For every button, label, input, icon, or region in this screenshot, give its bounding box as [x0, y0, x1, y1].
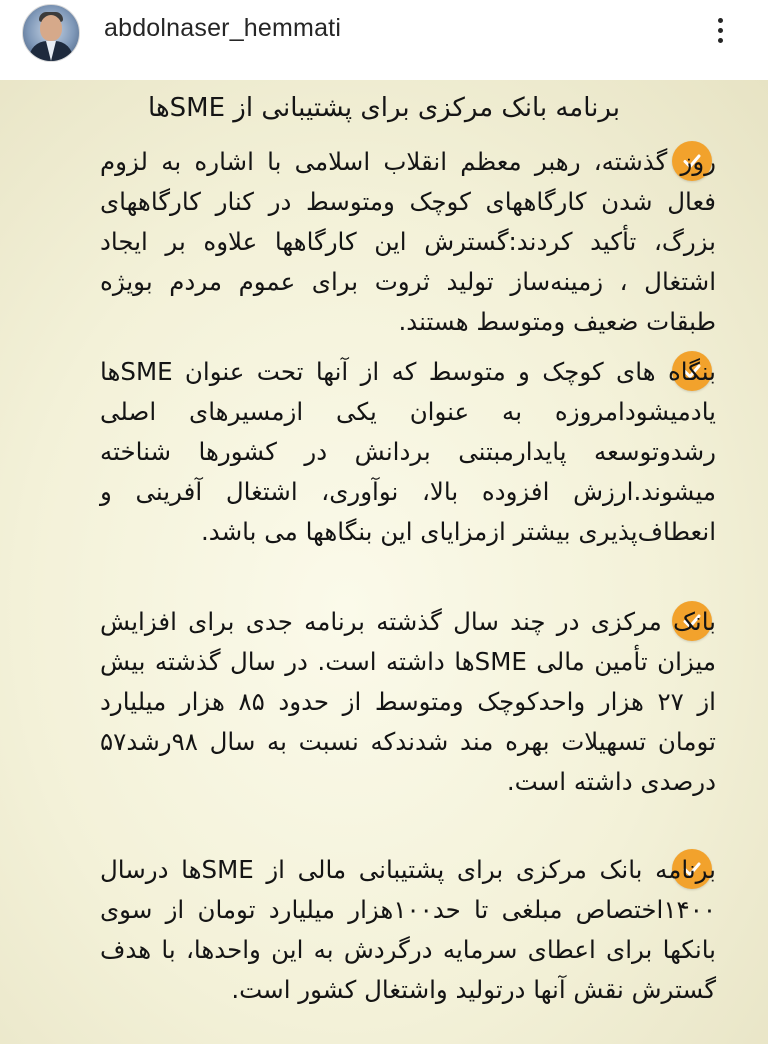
- list-item: [100, 142, 716, 342]
- list-item: [100, 602, 716, 802]
- item-text: روز گذشته، رهبر معظم انقلاب اسلامی با اشاره به لزوم فعال شدن کارگاههای کوچک ومتوسط در کنار کارگاههای بزرگ، تأکید کردند:گسترش این کارگاهها علاوه بر ایجاد اشتغال ، زمینه‌ساز تولید ثروت برای عموم مردم بویژه طبقات ضعیف ومتوسط هستند.: [100, 147, 716, 336]
- list-item: [100, 850, 716, 1010]
- list-item: [100, 352, 716, 552]
- dot: [718, 28, 723, 33]
- avatar-face: [40, 15, 62, 41]
- more-options-icon[interactable]: [702, 10, 738, 50]
- post-header: [0, 0, 768, 80]
- item-text: برنامه بانک مرکزی برای پشتیبانی مالی از SMEها درسال ۱۴۰۰اختصاص مبلغی تا حد۱۰۰هزار میلیارد تومان از سوی بانکها برای اعطای سرمایه درگردش به این واحدها، با هدف گسترش نقش آنها درتولید واشتغال کشور است.: [100, 855, 717, 1004]
- post-image[interactable]: [0, 80, 768, 1044]
- username[interactable]: abdolnaser_hemmati: [104, 14, 342, 42]
- dot: [718, 18, 723, 23]
- item-text: بنگاه های کوچک و متوسط که از آنها تحت عنوان SMEها یادمیشودامروزه به عنوان یکی ازمسیرهای اصلی رشدوتوسعه پایدارمبتنی بردانش در کشورها شناخته میشوند.ارزش افزوده بالا، نوآوری، اشتغال آفرینی و انعطاف‌پذیری بیشتر ازمزایای این بنگاهها می باشد.: [100, 357, 716, 546]
- item-text: بانک مرکزی در چند سال گذشته برنامه جدی برای افزایش میزان تأمین مالی SMEها داشته است. در سال گذشته بیش از ۲۷ هزار واحدکوچک ومتوسط از حدود ۸۵ هزار میلیارد تومان تسهیلات بهره مند شدندکه نسبت به سال ۹۸رشد۵۷ درصدی داشته است.: [100, 607, 716, 796]
- post-title: برنامه بانک مرکزی برای پشتیبانی از SMEها: [148, 93, 620, 123]
- avatar[interactable]: [22, 4, 80, 62]
- dot: [718, 38, 723, 43]
